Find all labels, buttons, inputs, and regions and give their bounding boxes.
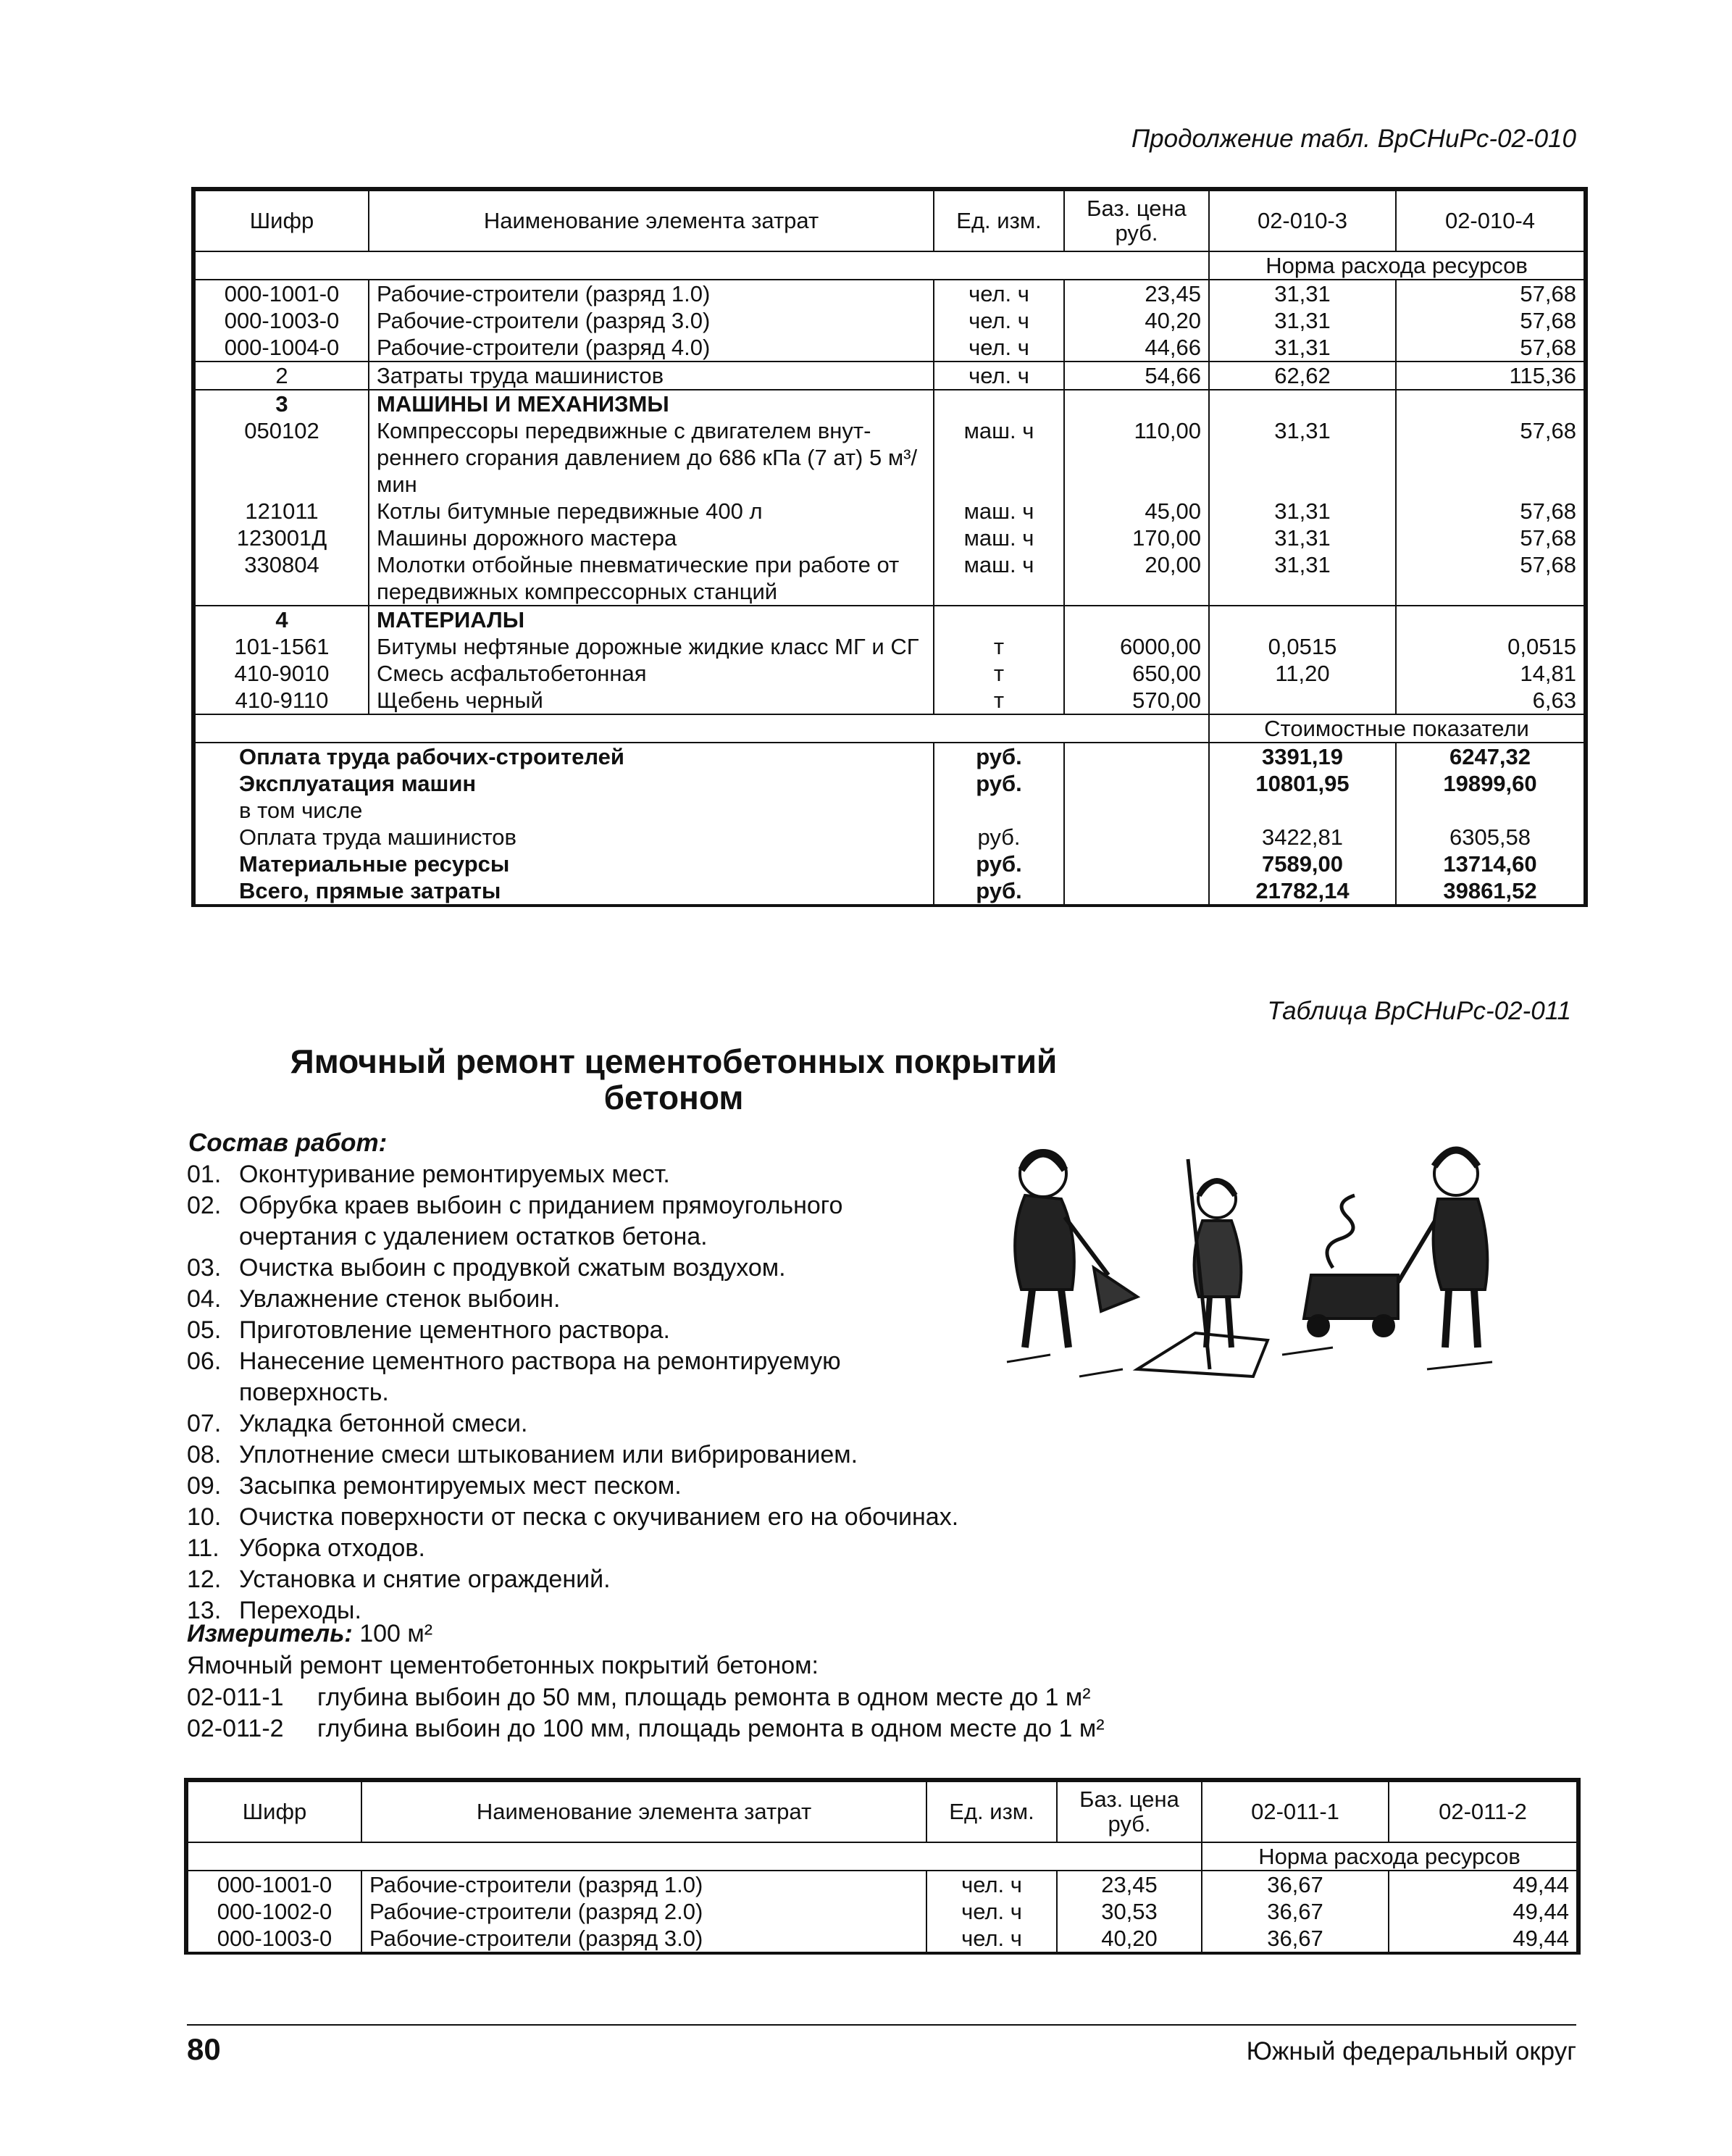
- work-text: Приготовление цементного раствора.: [239, 1316, 670, 1344]
- column-header: Наименование элемента затрат: [361, 1781, 926, 1842]
- table-row: [195, 660, 1584, 687]
- page-number: 80: [187, 2032, 221, 2066]
- cost-label-row: [195, 714, 1584, 743]
- cost-name: Оплата труда рабочих-строителей: [195, 743, 934, 770]
- table-cell: 330804: [195, 551, 369, 606]
- table-cell: 050102: [195, 417, 369, 498]
- table-cell: 11,20: [1209, 660, 1396, 687]
- table-cell: маш. ч: [934, 525, 1064, 551]
- table-row: [195, 390, 1584, 417]
- cost-label: Стоимостные показатели: [1209, 714, 1584, 743]
- work-text: Уплотнение смеси штыкованием или вибрированием.: [239, 1441, 858, 1468]
- table-cell: 31,31: [1209, 525, 1396, 551]
- table-cell: [1064, 390, 1209, 417]
- cost-name: в том числе: [195, 797, 934, 824]
- table-cell: 3391,19: [1209, 743, 1396, 770]
- table-cell: Рабочие-строители (разряд 4.0): [369, 334, 934, 362]
- norm-label: Норма расхода ресурсов: [1209, 251, 1584, 280]
- table-cell: [1396, 390, 1584, 417]
- work-number: 11.: [187, 1534, 219, 1562]
- table-cell: 13714,60: [1396, 851, 1584, 877]
- variant-line: [187, 1713, 1105, 1745]
- column-header: 02-010-4: [1396, 191, 1584, 251]
- work-item: [187, 1284, 958, 1315]
- work-item: [187, 1564, 958, 1595]
- table-cell: 44,66: [1064, 334, 1209, 362]
- work-number: 09.: [187, 1472, 222, 1500]
- table-cell: 6000,00: [1064, 633, 1209, 660]
- table-cell: 54,66: [1064, 362, 1209, 390]
- table-body: [188, 1871, 1577, 1952]
- table-cell: 000-1004-0: [195, 334, 369, 362]
- column-header: Ед. изм.: [926, 1781, 1057, 1842]
- variant-text: глубина выбоин до 100 мм, площадь ремонта в одном месте до 1 м²: [317, 1715, 1105, 1742]
- column-header: 02-011-1: [1202, 1781, 1389, 1842]
- column-header: Шифр: [195, 191, 369, 251]
- table-cell: 10801,95: [1209, 770, 1396, 797]
- table-row: [195, 606, 1584, 633]
- resource-table-02-011: [187, 1781, 1578, 1952]
- table-cell: Компрессоры передвижные с двигателем внут-реннего сгорания давлением до 686 кПа (7 ат) 5 м³/мин: [369, 417, 934, 498]
- table-row: [188, 1871, 1577, 1898]
- table-cell: 36,67: [1202, 1925, 1389, 1952]
- table-cell: т: [934, 660, 1064, 687]
- table-cell: Рабочие-строители (разряд 3.0): [361, 1925, 926, 1952]
- cost-row: [195, 824, 1584, 851]
- variant-text: глубина выбоин до 50 мм, площадь ремонта в одном месте до 1 м²: [317, 1684, 1091, 1711]
- table-row: [195, 417, 1584, 498]
- work-text-continued: очертания с удалением остатков бетона.: [239, 1223, 708, 1250]
- table-cell: 36,67: [1202, 1871, 1389, 1898]
- work-text: Обрубка краев выбоин с приданием прямоугольного: [239, 1192, 843, 1219]
- table-cell: маш. ч: [934, 498, 1064, 525]
- work-item: [187, 1315, 958, 1346]
- table-cell: 101-1561: [195, 633, 369, 660]
- table-cell: руб.: [934, 770, 1064, 797]
- work-number: 05.: [187, 1316, 222, 1344]
- table-cell: [1209, 687, 1396, 714]
- work-number: 10.: [187, 1503, 222, 1531]
- work-number: 08.: [187, 1441, 222, 1468]
- table-cell: 115,36: [1396, 362, 1584, 390]
- table-cell: 40,20: [1064, 307, 1209, 334]
- cost-row: [195, 851, 1584, 877]
- cost-row: [195, 770, 1584, 797]
- table-cell: [1064, 606, 1209, 633]
- table-cell: [1064, 851, 1209, 877]
- table-cell: 39861,52: [1396, 877, 1584, 904]
- table-cell: 57,68: [1396, 280, 1584, 307]
- table-cell: 45,00: [1064, 498, 1209, 525]
- table-cell: 110,00: [1064, 417, 1209, 498]
- table-cell: [1396, 797, 1584, 824]
- work-text: Засыпка ремонтируемых мест песком.: [239, 1472, 682, 1500]
- table-header-row: [195, 191, 1584, 251]
- column-header: Наименование элемента затрат: [369, 191, 934, 251]
- table-cell: Молотки отбойные пневматические при работе от передвижных компрессорных станций: [369, 551, 934, 606]
- table-cell: 650,00: [1064, 660, 1209, 687]
- table-cell: Рабочие-строители (разряд 3.0): [369, 307, 934, 334]
- table-row: [195, 687, 1584, 714]
- table-cell: 31,31: [1209, 551, 1396, 606]
- work-text: Очистка поверхности от песка с окучиванием его на обочинах.: [239, 1503, 959, 1531]
- table-row: [195, 525, 1584, 551]
- variants-list: [187, 1682, 1105, 1745]
- cost-body: [195, 743, 1584, 904]
- table-cell: Рабочие-строители (разряд 2.0): [361, 1898, 926, 1925]
- work-item: [187, 1502, 958, 1533]
- table-cell: 49,44: [1389, 1898, 1577, 1925]
- footer-divider: [187, 2024, 1576, 2026]
- cost-name: Материальные ресурсы: [195, 851, 934, 877]
- work-item: [187, 1159, 958, 1190]
- column-header: 02-010-3: [1209, 191, 1396, 251]
- table-cell: 000-1002-0: [188, 1898, 361, 1925]
- section-title-line2: бетоном: [603, 1079, 744, 1116]
- table-row: [195, 307, 1584, 334]
- table-cell: [1064, 797, 1209, 824]
- table-cell: Смесь асфальтобетонная: [369, 660, 934, 687]
- table-row: [195, 280, 1584, 307]
- work-item: [187, 1346, 958, 1377]
- table-cell: МАШИНЫ И МЕХАНИЗМЫ: [369, 390, 934, 417]
- work-number: 03.: [187, 1254, 222, 1282]
- table-row: [188, 1925, 1577, 1952]
- table-cell: 23,45: [1064, 280, 1209, 307]
- table-cell: 23,45: [1057, 1871, 1202, 1898]
- table-cell: 62,62: [1209, 362, 1396, 390]
- cost-row: [195, 877, 1584, 904]
- table-cell: Рабочие-строители (разряд 1.0): [369, 280, 934, 307]
- table-cell: 31,31: [1209, 280, 1396, 307]
- table-cell: 7589,00: [1209, 851, 1396, 877]
- table-cell: Котлы битумные передвижные 400 л: [369, 498, 934, 525]
- table-cell: 6,63: [1396, 687, 1584, 714]
- table-cell: 49,44: [1389, 1871, 1577, 1898]
- cost-name: Эксплуатация машин: [195, 770, 934, 797]
- table-cell: руб.: [934, 824, 1064, 851]
- table-cell: [1209, 390, 1396, 417]
- table-cell: 3422,81: [1209, 824, 1396, 851]
- table-row: [195, 633, 1584, 660]
- table-cell: т: [934, 633, 1064, 660]
- table-cell: Машины дорожного мастера: [369, 525, 934, 551]
- table-row: [195, 551, 1584, 606]
- table-cell: Щебень черный: [369, 687, 934, 714]
- work-text: Переходы.: [239, 1597, 361, 1624]
- work-text: Нанесение цементного раствора на ремонтируемую: [239, 1348, 841, 1375]
- variant-line: [187, 1682, 1105, 1713]
- norm-label-row: [195, 251, 1584, 280]
- column-header: Ед. изм.: [934, 191, 1064, 251]
- table-row: [195, 362, 1584, 390]
- table-cell: 21782,14: [1209, 877, 1396, 904]
- table-cell: 30,53: [1057, 1898, 1202, 1925]
- table-cell: т: [934, 687, 1064, 714]
- table-cell: 31,31: [1209, 334, 1396, 362]
- work-text: Оконтуривание ремонтируемых мест.: [239, 1161, 670, 1188]
- work-text: Увлажнение стенок выбоин.: [239, 1285, 561, 1313]
- table-cell: 570,00: [1064, 687, 1209, 714]
- table-cell: 49,44: [1389, 1925, 1577, 1952]
- table-cell: чел. ч: [926, 1871, 1057, 1898]
- table-cell: [1209, 797, 1396, 824]
- cost-name: Всего, прямые затраты: [195, 877, 934, 904]
- meter-line: [187, 1618, 432, 1650]
- norm-label-row: [188, 1842, 1577, 1871]
- description: Ямочный ремонт цементобетонных покрытий бетоном:: [187, 1652, 819, 1679]
- norm-label: Норма расхода ресурсов: [1202, 1842, 1577, 1871]
- table-cell: 0,0515: [1396, 633, 1584, 660]
- work-item: [187, 1533, 958, 1564]
- table-cell: [1064, 770, 1209, 797]
- table-cell: 4: [195, 606, 369, 633]
- table-cell: [1396, 606, 1584, 633]
- meter-value: 100 м²: [359, 1620, 433, 1647]
- table-cell: руб.: [934, 851, 1064, 877]
- column-header: Баз. цена руб.: [1057, 1781, 1202, 1842]
- work-text-continued: поверхность.: [239, 1379, 389, 1406]
- table-cell: 31,31: [1209, 307, 1396, 334]
- table-cell: 000-1001-0: [188, 1871, 361, 1898]
- section-title: [246, 1043, 1101, 1116]
- table-cell: 410-9010: [195, 660, 369, 687]
- table-cell: 40,20: [1057, 1925, 1202, 1952]
- table-cell: 2: [195, 362, 369, 390]
- table-cell: чел. ч: [934, 280, 1064, 307]
- table-cell: [1064, 877, 1209, 904]
- work-text: Уборка отходов.: [239, 1534, 425, 1562]
- table-cell: [934, 606, 1064, 633]
- table-cell: 410-9110: [195, 687, 369, 714]
- table-caption: Таблица ВрСНиРс-02-011: [1267, 997, 1571, 1025]
- work-item: [187, 1471, 958, 1502]
- table-cell: 19899,60: [1396, 770, 1584, 797]
- work-number: 02.: [187, 1192, 222, 1219]
- table-cell: чел. ч: [926, 1898, 1057, 1925]
- table-cell: 57,68: [1396, 307, 1584, 334]
- table-cell: руб.: [934, 743, 1064, 770]
- table-cell: 31,31: [1209, 417, 1396, 498]
- column-header: 02-011-2: [1389, 1781, 1577, 1842]
- works-list: [187, 1159, 958, 1626]
- table-cell: чел. ч: [934, 362, 1064, 390]
- table-row: [195, 334, 1584, 362]
- table-cell: Битумы нефтяные дорожные жидкие класс МГ и СГ: [369, 633, 934, 660]
- work-text: Установка и снятие ограждений.: [239, 1566, 611, 1593]
- table-cell: 31,31: [1209, 498, 1396, 525]
- table-cell: 57,68: [1396, 417, 1584, 498]
- table-cell: 57,68: [1396, 525, 1584, 551]
- table-cell: 121011: [195, 498, 369, 525]
- table-cell: 6247,32: [1396, 743, 1584, 770]
- table-cell: 57,68: [1396, 334, 1584, 362]
- works-label: Состав работ:: [188, 1129, 388, 1157]
- table-cell: 000-1003-0: [188, 1925, 361, 1952]
- variant-code: 02-011-1: [187, 1684, 284, 1711]
- cost-row: [195, 743, 1584, 770]
- table-body: [195, 280, 1584, 714]
- table-cell: МАТЕРИАЛЫ: [369, 606, 934, 633]
- table-header-row: [188, 1781, 1577, 1842]
- table-cell: чел. ч: [934, 307, 1064, 334]
- work-item: [187, 1253, 958, 1284]
- work-number: 06.: [187, 1348, 222, 1375]
- work-number: 07.: [187, 1410, 222, 1437]
- table-cell: 6305,58: [1396, 824, 1584, 851]
- table-cell: [934, 390, 1064, 417]
- table-cell: 123001Д: [195, 525, 369, 551]
- table-cell: [1064, 743, 1209, 770]
- work-text: Очистка выбоин с продувкой сжатым воздухом.: [239, 1254, 786, 1282]
- table-cell: [934, 797, 1064, 824]
- table-cell: 0,0515: [1209, 633, 1396, 660]
- workers-illustration: [992, 1130, 1499, 1405]
- work-number: 13.: [187, 1597, 222, 1624]
- table-row: [195, 498, 1584, 525]
- table-cell: маш. ч: [934, 551, 1064, 606]
- work-number: 12.: [187, 1566, 222, 1593]
- variant-code: 02-011-2: [187, 1715, 284, 1742]
- table-cell: чел. ч: [934, 334, 1064, 362]
- table-cell: Рабочие-строители (разряд 1.0): [361, 1871, 926, 1898]
- work-text: Укладка бетонной смеси.: [239, 1410, 528, 1437]
- section-title-line1: Ямочный ремонт цементобетонных покрытий: [290, 1043, 1058, 1080]
- region-label: Южный федеральный округ: [1246, 2037, 1576, 2065]
- table-cell: Затраты труда машинистов: [369, 362, 934, 390]
- work-number: 04.: [187, 1285, 222, 1313]
- table-row: [188, 1898, 1577, 1925]
- table-cell: [1064, 824, 1209, 851]
- table-cell: 20,00: [1064, 551, 1209, 606]
- table-cell: [1209, 606, 1396, 633]
- resource-table-02-010: [194, 190, 1585, 904]
- table-cell: 57,68: [1396, 551, 1584, 606]
- work-item: [187, 1408, 958, 1440]
- table-cell: 000-1003-0: [195, 307, 369, 334]
- table-cell: 3: [195, 390, 369, 417]
- continuation-caption: Продолжение табл. ВрСНиРс-02-010: [1131, 125, 1576, 153]
- work-item: [187, 1190, 958, 1221]
- column-header: Шифр: [188, 1781, 361, 1842]
- work-item: [187, 1440, 958, 1471]
- cost-name: Оплата труда машинистов: [195, 824, 934, 851]
- column-header: Баз. цена руб.: [1064, 191, 1209, 251]
- table-cell: 14,81: [1396, 660, 1584, 687]
- work-number: 01.: [187, 1161, 222, 1188]
- table-cell: 000-1001-0: [195, 280, 369, 307]
- table-cell: 170,00: [1064, 525, 1209, 551]
- table-cell: маш. ч: [934, 417, 1064, 498]
- table-cell: чел. ч: [926, 1925, 1057, 1952]
- table-cell: 57,68: [1396, 498, 1584, 525]
- table-cell: 36,67: [1202, 1898, 1389, 1925]
- worker-head: [1020, 1150, 1066, 1197]
- table-cell: руб.: [934, 877, 1064, 904]
- cost-row: [195, 797, 1584, 824]
- meter-label: Измеритель:: [187, 1620, 353, 1647]
